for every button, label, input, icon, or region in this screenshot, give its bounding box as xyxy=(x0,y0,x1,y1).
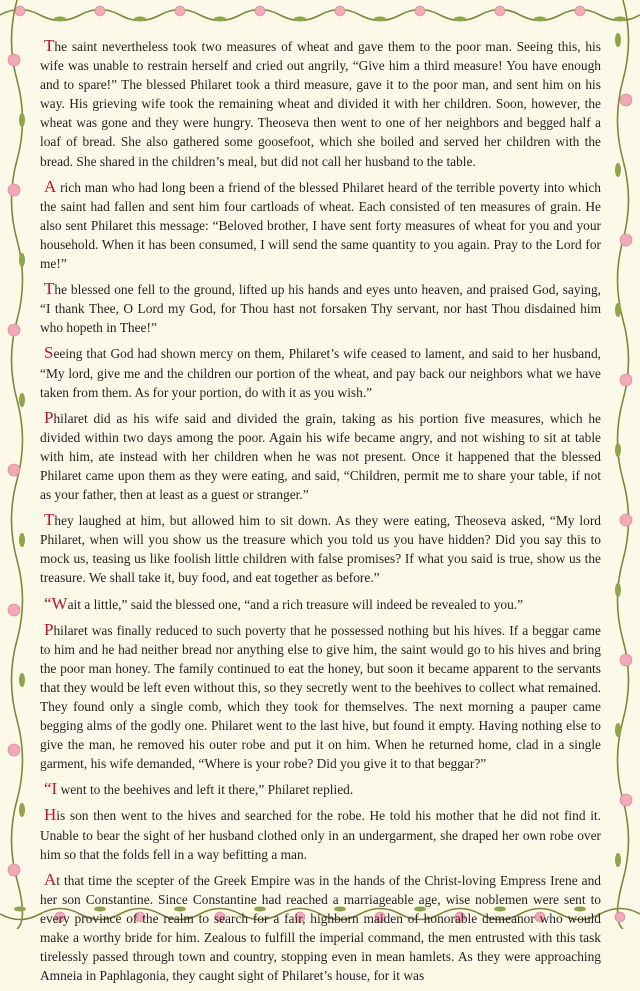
paragraph-text: ait a little,” said the blessed one, “and a rich treasure will indeed be revealed to you.” xyxy=(67,596,524,612)
drop-cap: A xyxy=(44,176,57,196)
paragraph-text: hilaret was finally reduced to such poverty that he possessed nothing but his hives. If a beggar came to him and he had neither bread nor anything else to give him, the saint would go to his hives and bring the poor man honey. The family continued to eat the honey, but soon it became apparent to the servants that they would be left even without this, so they secretly went to the beehives to collect what remained. They found only a single comb, which they took for themselves. The next morning a pauper came begging alms of the godly one. Philaret went to the last hive, but found it empty. Having nothing else to give the man, he removed his outer robe and put it on him. When he returned home, clad in a single garment, his wife demanded, “Where is your robe? Did you give it to that beggar?” xyxy=(40,622,601,772)
paragraph xyxy=(40,343,601,401)
body-text xyxy=(40,36,601,991)
paragraph-text: is son then went to the hives and searched for the robe. He told his mother that he did not find it. Unable to bear the sight of her husband clothed only in an undergarment, she draped her own robe over him so that the folds fell in a way befitting a man. xyxy=(40,808,601,862)
paragraph-text: hilaret did as his wife said and divided the grain, taking as his portion five measures, which he divided within two days among the poor. Again his wife became angry, and not wishing to sit at table with him, ate instead with her children when he was not present. Once it happened that the blessed Philaret came upon them as they were eating, and said, “Children, permit me to share your table, if not as your father, then at least as a guest or stranger.” xyxy=(40,410,601,503)
paragraph-text: eeing that God had shown mercy on them, Philaret’s wife ceased to lament, and said to her husband, “My lord, give me and the children our portion of the wheat, and pay back our neighbors what we have taken from them. As for your portion, do with it as you wish.” xyxy=(40,346,601,400)
paragraph xyxy=(40,779,601,799)
floral-border-right-icon xyxy=(606,0,640,929)
drop-cap: H xyxy=(44,805,57,825)
drop-cap: T xyxy=(44,279,55,299)
paragraph xyxy=(40,805,601,863)
paragraph xyxy=(40,620,601,774)
paragraph-text: went to the beehives and left it there,” Philaret replied. xyxy=(57,782,354,798)
paragraph xyxy=(40,177,601,273)
paragraph-text: he saint nevertheless took two measures of wheat and gave them to the poor man. Seeing this, his wife was unable to restrain herself and cried out angrily, “Give him a third measure! You have enough and to spare!” The blessed Philaret took a third measure, gave it to the poor man, and sent him on his way. His grieving wife took the remaining wheat and divided it with her children. Soon, however, the wheat was gone and they were hungry. Theoseva then went to one of her neighbors and begged half a loaf of bread. She also gathered some goosefoot, which she boiled and served her children with the bread. She shared in the children’s meal, but did not call her husband to the table. xyxy=(40,39,601,169)
paragraph-text: t that time the scepter of the Greek Empire was in the hands of the Christ-loving Empress Irene and her son Constantine. Since Constantine had reached a marriageable age, wise noblemen were sent to every province of the realm to search for a fair, highborn maiden of honorable demeanor who would make a worthy bride for him. Zealous to fulfill the imperial command, the men entrusted with this task tirelessly passed through town and country, stopping even in mean hamlets. As they were approaching Amneia in Paphlagonia, they caught sight of Philaret’s house, for it was xyxy=(40,872,601,984)
paragraph-text: he blessed one fell to the ground, lifted up his hands and eyes unto heaven, and praised God, saying, “I thank Thee, O Lord my God, for Thou hast not forsaken Thy servant, nor hast Thou disdained him who hopeth in Thee!” xyxy=(40,282,601,336)
paragraph xyxy=(40,594,601,614)
drop-cap: “I xyxy=(44,779,58,799)
drop-cap: A xyxy=(44,869,57,889)
paragraph-text: hey laughed at him, but allowed him to sit down. As they were eating, Theoseva asked, “My lord Philaret, when will you show us the treasure which you told us you have hidden? Did you say this to mock us, teasing us like foolish little children with false promises? If what you said is true, show us the treasure. We shall take it, buy food, and eat together as before.” xyxy=(40,513,601,586)
drop-cap: S xyxy=(44,343,54,363)
drop-cap: T xyxy=(44,510,55,530)
paragraph-text: rich man who had long been a friend of the blessed Philaret heard of the terrible poverty into which the saint had fallen and sent him four cartloads of wheat. Each consisted of ten measures of grain. He also sent Philaret this message: “Beloved brother, I have sent forty measures of wheat for you and your household. When it has been consumed, I will send the same quantity to you again. Pray to the Lord for me!” xyxy=(40,179,601,272)
paragraph xyxy=(40,279,601,337)
paragraph xyxy=(40,510,601,587)
paragraph xyxy=(40,870,601,986)
drop-cap: P xyxy=(44,407,54,427)
drop-cap: T xyxy=(44,36,55,55)
floral-border-top-icon xyxy=(0,0,640,30)
floral-border-left-icon xyxy=(0,0,34,929)
paragraph xyxy=(40,408,601,504)
drop-cap: “W xyxy=(44,593,68,613)
drop-cap: P xyxy=(44,619,54,639)
paragraph xyxy=(40,36,601,171)
